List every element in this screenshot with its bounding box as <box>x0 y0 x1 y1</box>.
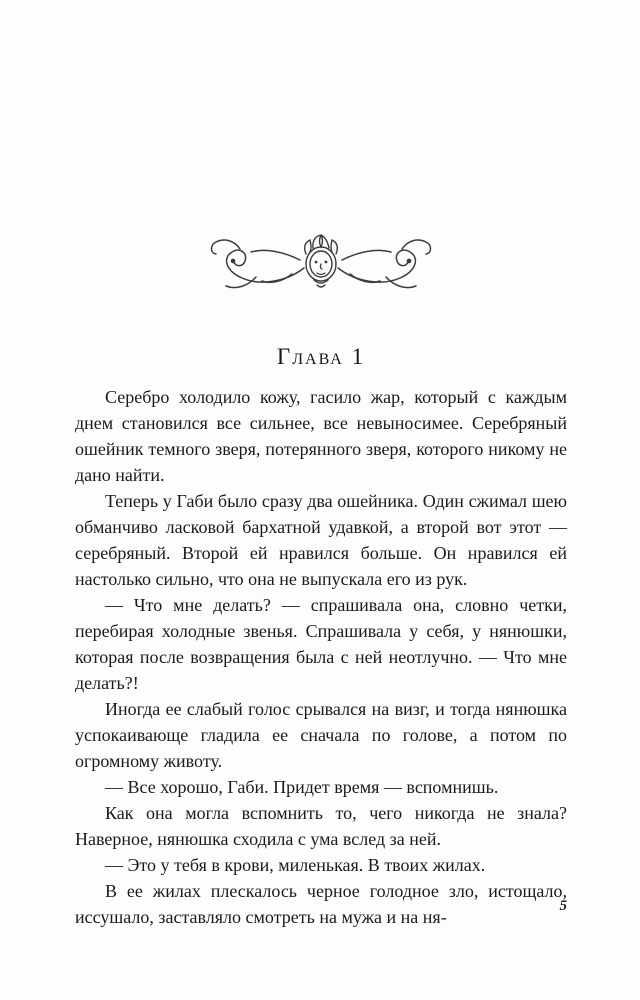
paragraph: — Все хорошо, Габи. Придет время — вспомнишь. <box>105 777 499 797</box>
page-number: 5 <box>559 898 567 914</box>
paragraph: — Это у тебя в крови, миленькая. В твоих жилах. <box>105 855 486 875</box>
text-block <box>75 0 567 1000</box>
paragraph: Теперь у Габи было сразу два ошейника. Один сжимал шею обманчиво ласковой бархатной удавкой, а второй вот этот — серебряный. Второй ей нравился больше. Он нравился ей настолько сильно, что она не выпускала его из рук. <box>75 491 567 589</box>
chapter-ornament <box>75 222 567 302</box>
paragraph: Как она могла вспомнить то, чего никогда не знала? Наверное, нянюшка сходила с ума вслед за ней. <box>75 803 567 849</box>
chapter-title: Глава 1 <box>276 344 366 369</box>
paragraph: Иногда ее слабый голос срывался на визг, и тогда нянюшка успокаивающе гладила ее сначала по голове, а потом по огромному животу. <box>75 699 567 771</box>
paragraph: Серебро холодило кожу, гасило жар, который с каждым днем становился все сильнее, все невыносимее. Серебряный ошейник темного зверя, потерянного зверя, которого никому не дано найти. <box>75 387 567 485</box>
paragraph: В ее жилах плескалось черное голодное зло, истощало, иссушало, заставляло смотреть на мужа и на ня- <box>75 881 567 927</box>
chapter-text <box>75 384 567 930</box>
paragraph: — Что мне делать? — спрашивала она, словно четки, перебирая холодные звенья. Спрашивала у себя, у нянюшки, которая после возвращения была с ней неотлучно. — Что мне делать?! <box>75 595 567 693</box>
cherub-face-scrollwork-vignette-icon <box>196 222 446 302</box>
